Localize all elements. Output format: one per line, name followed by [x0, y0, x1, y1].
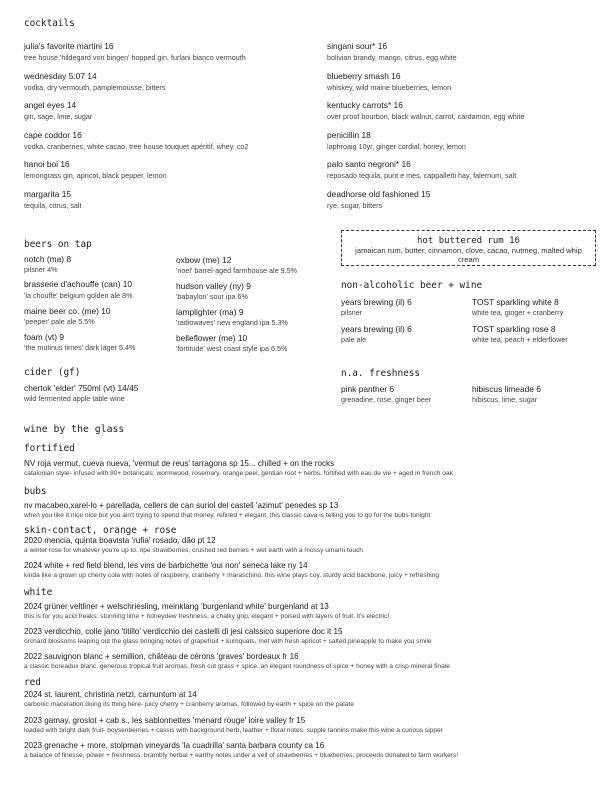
- cocktail-desc: rye, sugar, bitters: [327, 201, 383, 210]
- wine-desc: when you like it nice nice but you ain't trying to spend that money. refined + elegant, this classic cava is telling you to go for the bubs tonight: [24, 512, 431, 519]
- cocktail-desc: bolivian brandy, mango, citrus, egg white: [327, 53, 457, 62]
- beer-desc: 'radiowaves' new england ipa 5.3%: [176, 318, 288, 327]
- beer-desc: 'babaylon' sour ipa 6%: [176, 292, 248, 301]
- wine-desc: a classic boreadux blanc. generous tropical fruit aromas, fresh cut grass + spice. an elegant roundness of spice + honey with a crisp mineral finale: [24, 663, 450, 670]
- beer-name: oxbow (me) 12: [176, 255, 232, 265]
- non-alcoholic-heading: non-alcoholic beer + wine: [341, 280, 483, 291]
- cocktail-desc: laphroaig 10yr, ginger cordial, honey, lemon: [327, 142, 466, 151]
- cocktail-desc: gin, sage, lime, sugar: [24, 112, 93, 121]
- cocktail-name: blueberry smash 16: [327, 71, 401, 81]
- na-freshness-heading: n.a. freshness: [341, 368, 421, 379]
- beer-desc: 'fortitude' west coast style ipa 6.5%: [176, 344, 288, 353]
- wine-desc: a winter rose for whatever you're up to. ripe strawberries, crushed red berries + wet earth with a mossy umami touch: [24, 547, 363, 554]
- cider-heading: cider (gf): [24, 367, 81, 378]
- beer-desc: pilsner 4%: [24, 265, 58, 274]
- beer-desc: 'noel' barrel-aged farmhouse ale 9.5%: [176, 266, 298, 275]
- beers-heading: beers on tap: [24, 239, 92, 250]
- wine-section-fortified: fortified: [24, 443, 75, 454]
- na-beer-desc: pilsner: [341, 308, 363, 317]
- cider-name: chertok 'elder' 750ml (vt) 14/45: [24, 383, 139, 393]
- wine-desc: kinda like a grown up cherry cola with notes of raspberry, cranberry + maraschino. this wine plays coy. sturdy acid backbone, juicy + refreshing: [24, 572, 439, 579]
- cocktail-name: palo santo negroni* 16: [327, 159, 411, 169]
- na-drink-desc: grenadine, rose, ginger beer: [341, 395, 432, 404]
- hot-buttered-rum-box: [341, 230, 596, 266]
- wine-name: 2024 white + red field blend, les vins de barbichette 'oui non' seneca lake ny 14: [24, 561, 308, 570]
- wine-section-skin-contact: skin-contact, orange + rose: [24, 525, 177, 536]
- beer-name: foam (vt) 9: [24, 332, 65, 342]
- wine-desc: carbonic maceration doing its thing here- juicy cherry + cranberry aromas, followed by earth + spice on the palate: [24, 701, 354, 708]
- wine-heading: wine by the glass: [24, 424, 125, 435]
- cocktail-desc: over proof bourbon, black walnut, carrot, cardamon, egg white: [327, 112, 525, 121]
- beer-desc: 'the mutinus times' dark lager 5.4%: [24, 343, 136, 352]
- cocktail-desc: vodka, dry vermouth, pamplemousse, bitters: [24, 83, 166, 92]
- wine-desc: catalonian style- infused with 80+ botanicals; wormwood, rosemary, orange peel, gentian root + herbs. fortified with eau de vie + aged in french oak: [24, 470, 453, 477]
- cocktail-name: kentucky carrots* 16: [327, 100, 403, 110]
- na-wine-name: TOST sparkling white 8: [472, 297, 559, 307]
- cocktail-name: hanoi boi 16: [24, 159, 70, 169]
- wine-section-bubs: bubs: [24, 486, 47, 497]
- cocktail-desc: lemongrass gin, apricot, black pepper, lemon: [24, 171, 167, 180]
- cocktail-desc: tree house 'hildegard von bingen' hopped gin, furlani bianco vermouth: [24, 53, 246, 62]
- cocktail-name: cape coddor 16: [24, 130, 82, 140]
- beer-name: hudson valley (ny) 9: [176, 281, 251, 291]
- wine-name: 2022 sauvignon blanc + semillion, château de cérons 'graves' bordeaux fr 16: [24, 652, 299, 661]
- wine-name: NV roja vermut, cueva nueva, 'vermut de reus' tarragona sp 15... chilled + on the rocks: [24, 459, 335, 468]
- beer-name: belleflower (me) 10: [176, 333, 248, 343]
- wine-desc: orchard blossoms leaping out the glass bringing notes of grapefruit + kumquats, met with fresh apricot + salted pineapple to make you smile: [24, 638, 432, 645]
- cider-desc: wild fermented apple table wine: [24, 394, 125, 403]
- wine-desc: loaded with bright dark fruit- boysenberries + cassis with background herb, leather + floral notes. supple tannins make this wine a curious sipper: [24, 727, 443, 734]
- na-drink-name: hibiscus limeade 6: [472, 384, 541, 394]
- cocktail-name: penicillin 18: [327, 130, 371, 140]
- wine-name: 2023 gamay, groslot + cab s., les sablonnettes 'menard rouge' loire valley fr 15: [24, 716, 306, 725]
- wine-name: 2024 st. laurent, christina netzl, carnuntum at 14: [24, 690, 197, 699]
- na-beer-desc: pale ale: [341, 335, 367, 344]
- cocktail-desc: tequila, citrus, salt: [24, 201, 82, 210]
- beer-name: lamplighter (ma) 9: [176, 307, 244, 317]
- cocktail-name: singani sour* 16: [327, 41, 388, 51]
- wine-desc: a balance of finesse, power + freshness. brambly herbal + earthy notes under a veil of strawberries + blueberries. proceeds donated to farm workers!: [24, 752, 459, 759]
- beer-desc: 'peeper' pale ale 5.5%: [24, 317, 95, 326]
- na-wine-name: TOST sparkling rose 8: [472, 324, 556, 334]
- wine-name: 2024 grüner veltliner + welschriesling, meinklang 'burgenland white' burgenland at 13: [24, 602, 329, 611]
- na-wine-desc: white tea, peach + elderflower: [472, 335, 568, 344]
- beer-name: notch (ma) 8: [24, 254, 72, 264]
- wine-name: 2020 mencia, quinta boavista 'rufia' rosado, dão pt 12: [24, 536, 216, 545]
- cocktail-desc: whiskey, wild maine blueberries, lemon: [327, 83, 452, 92]
- beer-name: brasserie d'achouffe (can) 10: [24, 279, 133, 289]
- wine-name: nv macabeo,xarel-lo + parellada, cellers de can suriol del castell 'azimut' penedes sp 13: [24, 501, 339, 510]
- cocktail-name: angel eyes 14: [24, 100, 77, 110]
- wine-desc: this is for you acid freaks: stunning lime + honeydew freshness, a chalky grip, elegant + poised with layers of fruit. it's electric!: [24, 613, 390, 620]
- beer-desc: 'la chouffe' belgium golden ale 8%: [24, 291, 133, 300]
- beer-name: maine beer co. (me) 10: [24, 306, 111, 316]
- cocktail-name: julia's favorite martini 16: [24, 41, 114, 51]
- na-drink-name: pink panther 6: [341, 384, 395, 394]
- cocktails-heading: cocktails: [24, 18, 75, 29]
- na-drink-desc: hibiscus, lime, sugar: [472, 395, 538, 404]
- hot-rum-desc: jamaican rum, butter, cinnamon, clove, cacao, nutmeg, malted whip cream: [355, 246, 582, 264]
- cocktail-desc: vodka, cranberries, white cacao, tree house touquet apéritif, whey, co2: [24, 142, 249, 151]
- wine-name: 2023 verdicchio, colle jano 'titillo' verdicchio dei castelli di jesi calssico superiore doc it 15: [24, 627, 343, 636]
- wine-section-white: white: [24, 587, 53, 598]
- wine-name: 2023 grenache + more, stolpman vineyards 'la cuadrilla' santa barbara county ca 16: [24, 741, 325, 750]
- na-beer-name: years brewing (il) 6: [341, 297, 412, 307]
- wine-section-red: red: [24, 677, 41, 688]
- cocktail-name: margarita 15: [24, 189, 72, 199]
- hot-rum-title: hot buttered rum 16: [417, 236, 520, 246]
- cocktail-desc: reposado tequila, punt e mes, cappalletti hay, falernum, salt: [327, 171, 517, 180]
- cocktail-name: wednesday 5:07 14: [24, 71, 97, 81]
- cocktail-name: deadhorse old fashioned 15: [327, 189, 431, 199]
- na-beer-name: years brewing (il) 6: [341, 324, 412, 334]
- na-wine-desc: white tea, ginger + cranberry: [472, 308, 564, 317]
